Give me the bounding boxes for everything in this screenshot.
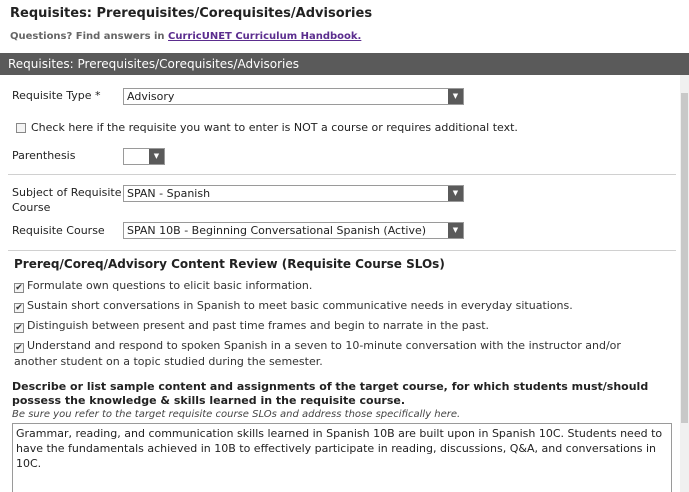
course-select[interactable] xyxy=(123,222,464,239)
chevron-down-icon: ▼ xyxy=(448,89,463,104)
help-prefix: Questions? Find answers in xyxy=(10,31,165,42)
subject-label-line1: Subject of Requisite xyxy=(12,186,122,199)
slo-item xyxy=(14,318,664,334)
slo-text: Understand and respond to spoken Spanish in a seven to 10-minute conversation with the instructor and/or another student on a topic studied during the semester. xyxy=(14,339,621,368)
subject-value: SPAN - Spanish xyxy=(127,187,211,200)
requisite-type-label: Requisite Type * xyxy=(12,89,101,102)
parenthesis-select[interactable] xyxy=(123,148,165,165)
chevron-down-icon: ▼ xyxy=(448,186,463,201)
slo-text: Distinguish between present and past time frames and begin to narrate in the past. xyxy=(27,319,490,332)
divider xyxy=(8,250,676,251)
not-course-checkbox[interactable] xyxy=(16,123,26,133)
page-title: Requisites: Prerequisites/Corequisites/Advisories xyxy=(10,6,373,21)
section-header xyxy=(0,53,689,75)
content-question: Describe or list sample content and assignments of the target course, for which students must/should possess the knowledge & skills learned in the requisite course. xyxy=(12,380,649,407)
slo-checkbox[interactable]: ✔ xyxy=(15,343,23,353)
requisite-type-select[interactable] xyxy=(123,88,464,105)
parenthesis-label: Parenthesis xyxy=(12,149,76,162)
chevron-down-icon: ▼ xyxy=(448,223,463,238)
content-hint: Be sure you refer to the target requisite course SLOs and address those specifically here. xyxy=(12,409,461,420)
requisite-type-value: Advisory xyxy=(127,90,175,103)
scrollbar-thumb[interactable] xyxy=(681,93,688,423)
content-review-heading: Prereq/Coreq/Advisory Content Review (Requisite Course SLOs) xyxy=(14,257,445,271)
slo-checkbox[interactable]: ✔ xyxy=(15,303,23,313)
course-label: Requisite Course xyxy=(12,224,105,237)
slo-item xyxy=(14,298,664,314)
not-course-label: Check here if the requisite you want to enter is NOT a course or requires additional text. xyxy=(31,121,518,134)
scrollbar[interactable] xyxy=(680,75,689,492)
subject-select[interactable] xyxy=(123,185,464,202)
section-title: Requisites: Prerequisites/Corequisites/Advisories xyxy=(8,57,300,71)
slo-item xyxy=(14,338,664,370)
slo-item xyxy=(14,278,664,294)
chevron-down-icon: ▼ xyxy=(149,149,164,164)
slo-checkbox[interactable]: ✔ xyxy=(15,323,23,333)
slo-text: Sustain short conversations in Spanish to meet basic communicative needs in everyday situations. xyxy=(27,299,573,312)
divider xyxy=(8,174,676,175)
course-value: SPAN 10B - Beginning Conversational Spanish (Active) xyxy=(127,224,427,237)
help-text xyxy=(10,31,361,42)
slo-text: Formulate own questions to elicit basic information. xyxy=(27,279,313,292)
handbook-link[interactable]: CurricUNET Curriculum Handbook. xyxy=(168,31,362,42)
slo-checkbox[interactable]: ✔ xyxy=(15,283,23,293)
form-content xyxy=(0,75,680,492)
content-textarea[interactable]: Grammar, reading, and communication skills learned in Spanish 10B are built upon in Spanish 10C. Students need to have the fundamentals achieved in 10B to effectively participate in reading, discussions, Q&A, and conversations in 10C. xyxy=(12,423,672,492)
subject-label-line2: Course xyxy=(12,201,51,214)
subject-label xyxy=(12,185,122,215)
